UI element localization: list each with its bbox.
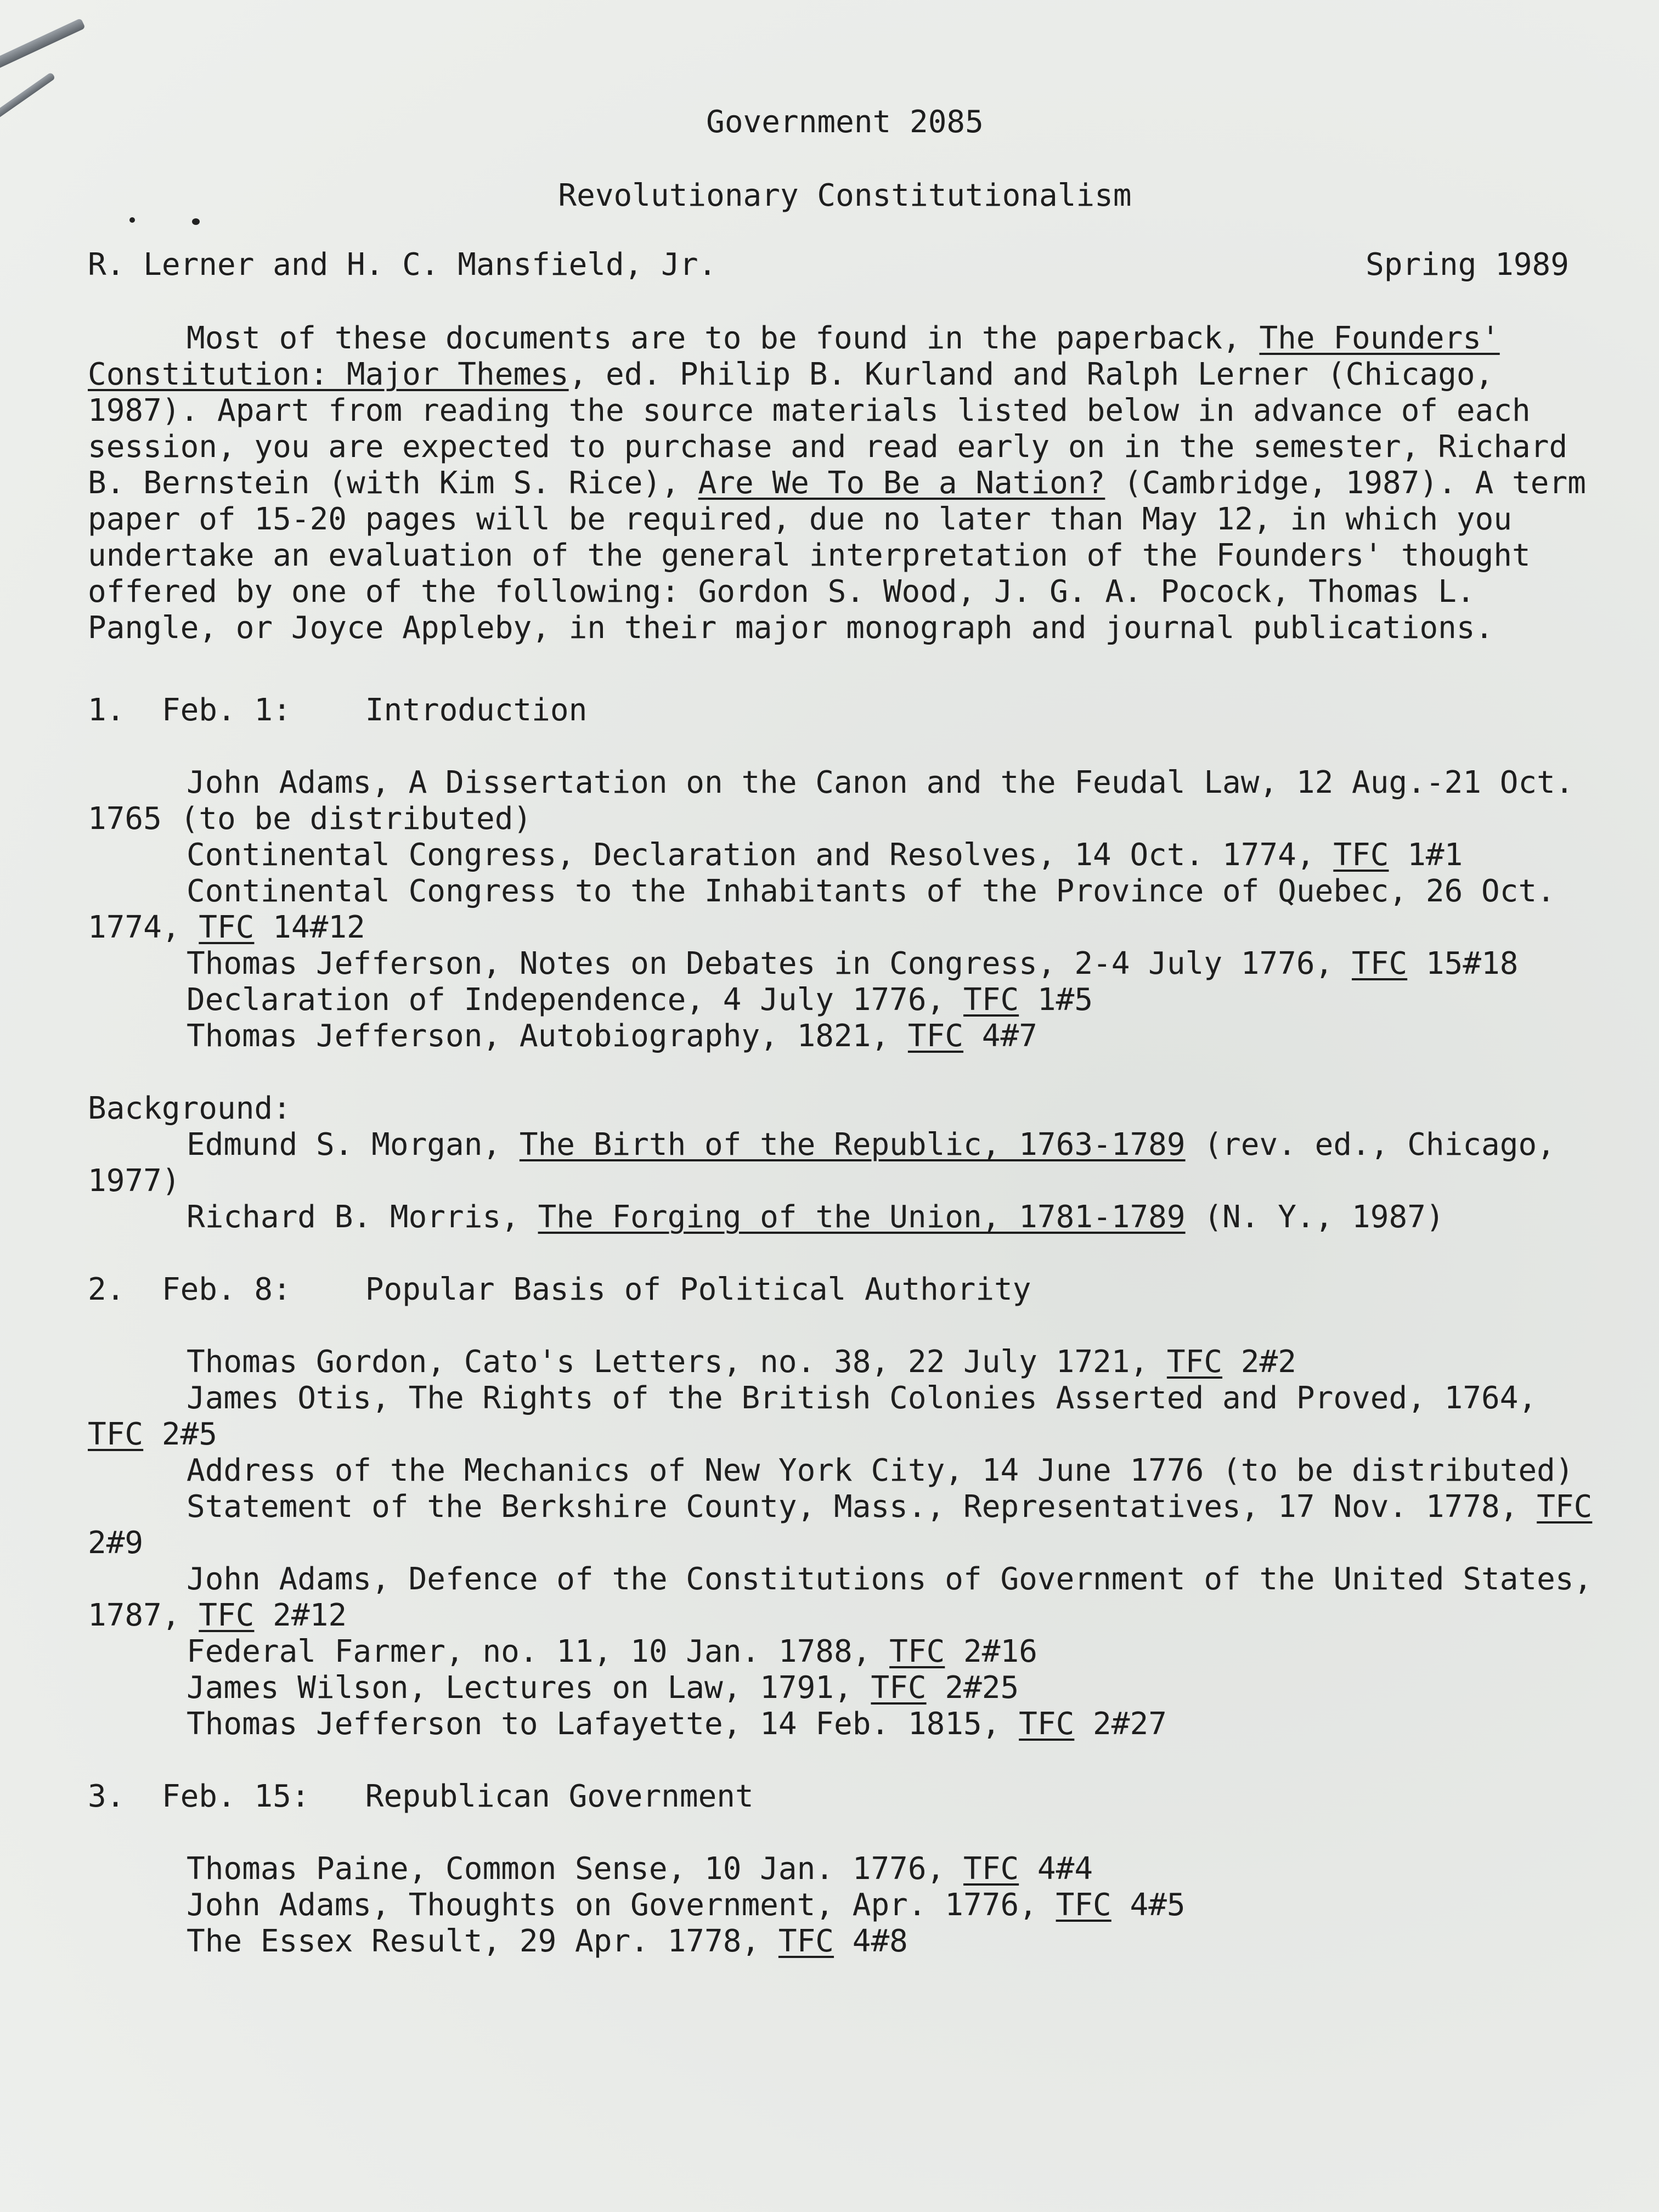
course-number: Government 2085: [706, 104, 984, 140]
reading-entry: Address of the Mechanics of New York City, 14 June 1776 (to be distributed): [187, 1453, 1574, 1488]
reading-entry: Federal Farmer, no. 11, 10 Jan. 1788, TFC 2#16: [187, 1634, 1037, 1669]
background-entry: Richard B. Morris, The Forging of the Union, 1781-1789 (N. Y., 1987): [187, 1199, 1444, 1235]
reading-entry: James Wilson, Lectures on Law, 1791, TFC 2#25: [187, 1670, 1019, 1706]
session-1-readings: [88, 765, 1602, 1054]
session-3-readings: [88, 1851, 1602, 1960]
session-1-heading: 1. Feb. 1: Introduction: [88, 692, 588, 728]
intro-paragraph: Most of these documents are to be found in the paperback, The Founders' Constitution: Major Themes, ed. Philip B. Kurland and Ralph Lerner (Chicago, 1987). Apart from reading the source materials listed below in advance of each session, you are expected to purchase and read early on in the semester, Richard B. Bernstein (with Kim S. Rice), Are We To Be a Nation? (Cambridge, 1987). A term paper of 15-20 pages will be required, due no later than May 12, in which you undertake an evaluation of the general interpretation of the Founders' thought offered by one of the following: Gordon S. Wood, J. G. A. Pocock, Thomas L. Pangle, or Joyce Appleby, in their major monograph and journal publications.: [88, 320, 1586, 646]
reading-entry: John Adams, Thoughts on Government, Apr. 1776, TFC 4#5: [187, 1887, 1186, 1923]
book-title: Are We To Be a Nation?: [698, 465, 1105, 501]
background-entry: Edmund S. Morgan, The Birth of the Republic, 1763-1789 (rev. ed., Chicago, 1977): [88, 1127, 1555, 1199]
reading-entry: Thomas Jefferson, Autobiography, 1821, TFC 4#7: [187, 1018, 1037, 1054]
reading-entry: Thomas Paine, Common Sense, 10 Jan. 1776, TFC 4#4: [187, 1851, 1093, 1887]
reading-entry: James Otis, The Rights of the British Colonies Asserted and Proved, 1764, TFC 2#5: [88, 1380, 1537, 1452]
reading-entry: John Adams, Defence of the Constitutions of Government of the United States, 1787, TFC 2#12: [88, 1561, 1593, 1633]
header-row: [88, 247, 1602, 283]
staple-mark: [0, 72, 55, 122]
session-2-heading: 2. Feb. 8: Popular Basis of Political Authority: [88, 1272, 1031, 1307]
syllabus-page: [88, 104, 1602, 1996]
reading-entry: The Essex Result, 29 Apr. 1778, TFC 4#8: [187, 1923, 908, 1959]
session-2-readings: [88, 1344, 1602, 1742]
reading-entry: John Adams, A Dissertation on the Canon and the Feudal Law, 12 Aug.-21 Oct. 1765 (to be distributed): [88, 765, 1574, 837]
reading-entry: Statement of the Berkshire County, Mass., Representatives, 17 Nov. 1778, TFC 2#9: [88, 1489, 1593, 1561]
staple-mark: [0, 18, 86, 70]
session-3-heading: 3. Feb. 15: Republican Government: [88, 1779, 754, 1814]
reading-entry: Continental Congress to the Inhabitants of the Province of Quebec, 26 Oct. 1774, TFC 14#12: [88, 873, 1555, 945]
reading-entry: Thomas Gordon, Cato's Letters, no. 38, 22 July 1721, TFC 2#2: [187, 1344, 1296, 1380]
reading-entry: Continental Congress, Declaration and Resolves, 14 Oct. 1774, TFC 1#1: [187, 837, 1463, 873]
book-title: The Founders' Constitution: Major Themes: [88, 320, 1500, 392]
course-title: Revolutionary Constitutionalism: [558, 178, 1132, 213]
instructors: R. Lerner and H. C. Mansfield, Jr.: [88, 247, 717, 283]
reading-entry: Thomas Jefferson to Lafayette, 14 Feb. 1815, TFC 2#27: [187, 1706, 1167, 1742]
reading-entry: Declaration of Independence, 4 July 1776, TFC 1#5: [187, 982, 1093, 1018]
session-1-background: [88, 1091, 1602, 1235]
term: Spring 1989: [1365, 247, 1569, 283]
background-label: Background:: [88, 1091, 291, 1126]
reading-entry: Thomas Jefferson, Notes on Debates in Congress, 2-4 July 1776, TFC 15#18: [187, 946, 1519, 981]
